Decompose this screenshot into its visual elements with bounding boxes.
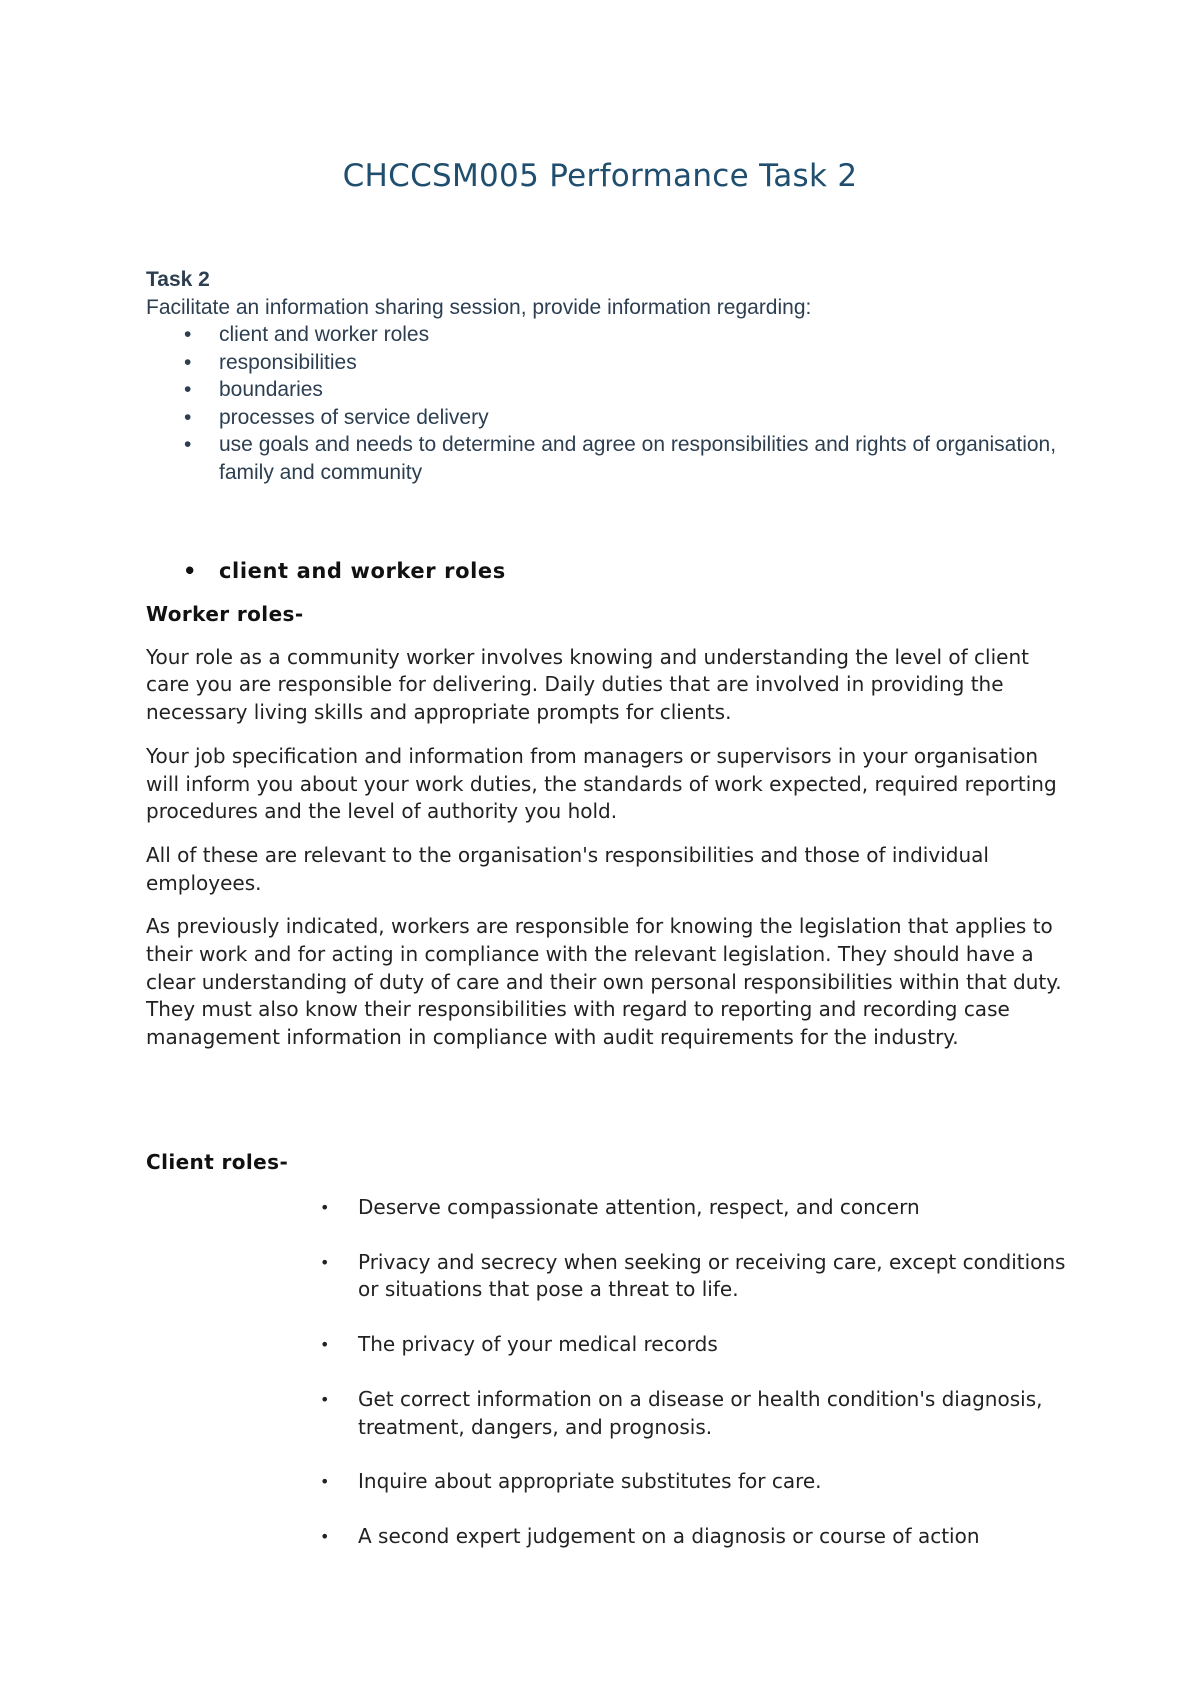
section-heading-label: client and worker roles [219, 559, 506, 583]
bullet-icon: • [320, 1252, 330, 1272]
task-intro: Facilitate an information sharing session, provide information regarding: [146, 295, 812, 319]
bullet-icon: • [320, 1335, 330, 1355]
task-list-item: • use goals and needs to determine and agree on responsibilities and rights of organisation, family and community [184, 433, 1057, 484]
section-heading [183, 559, 506, 583]
worker-roles-heading: Worker roles- [146, 602, 304, 626]
bullet-icon: • [320, 1472, 330, 1492]
bullet-icon: • [320, 1389, 330, 1409]
worker-paragraph: As previously indicated, workers are responsible for knowing the legislation that applies to their work and for acting in compliance with the relevant legislation. They should have a clear understanding of duty of care and their own personal responsibilities within that duty. They must also know their responsibilities with regard to reporting and recording case management information in compliance with audit requirements for the industry. [146, 914, 1062, 1050]
client-roles-heading: Client roles- [146, 1150, 289, 1174]
worker-paragraph: Your job specification and information from managers or supervisors in your organisation will inform you about your work duties, the standards of work expected, required reporting procedures and the level of authority you hold. [146, 743, 1057, 824]
bullet-icon: • [184, 378, 192, 401]
bullet-icon: • [184, 350, 192, 374]
client-list-item: • Inquire about appropriate substitutes for care. [320, 1468, 1080, 1496]
worker-paragraph: Your role as a community worker involves knowing and understanding the level of client care you are responsible for delivering. Daily duties that are involved in providing the necessary living skills and appropriate prompts for clients. [146, 644, 1029, 725]
task-heading: Task 2 [146, 268, 210, 291]
task-list-item: • responsibilities [146, 349, 1076, 377]
client-list-item: • A second expert judgement on a diagnosis or course of action [320, 1523, 1080, 1551]
bullet-icon: • [183, 559, 198, 583]
worker-paragraph: All of these are relevant to the organisation's responsibilities and those of individual employees. [146, 842, 989, 895]
bullet-icon: • [184, 323, 192, 346]
bullet-icon: • [184, 405, 192, 429]
task-list [146, 321, 1076, 486]
client-list-item: • Deserve compassionate attention, respect, and concern [320, 1194, 1080, 1222]
task-list-item: • processes of service delivery [146, 404, 1076, 432]
document-title: CHCCSM005 Performance Task 2 [342, 158, 858, 194]
client-list-item: • The privacy of your medical records [320, 1331, 1080, 1359]
client-list-item: • Privacy and secrecy when seeking or receiving care, except conditions or situations that pose a threat to life. [320, 1249, 1066, 1302]
bullet-icon: • [320, 1198, 330, 1217]
task-list-item: • client and worker roles [146, 321, 1076, 349]
task-list-item: • boundaries [146, 376, 1076, 404]
bullet-icon: • [184, 433, 192, 456]
worker-roles-section [146, 601, 1076, 1068]
client-roles-list [320, 1194, 1080, 1578]
bullet-icon: • [320, 1526, 330, 1546]
client-list-item: • Get correct information on a disease or health condition's diagnosis, treatment, dangers, and prognosis. [320, 1386, 1043, 1439]
task-block [146, 266, 1076, 486]
